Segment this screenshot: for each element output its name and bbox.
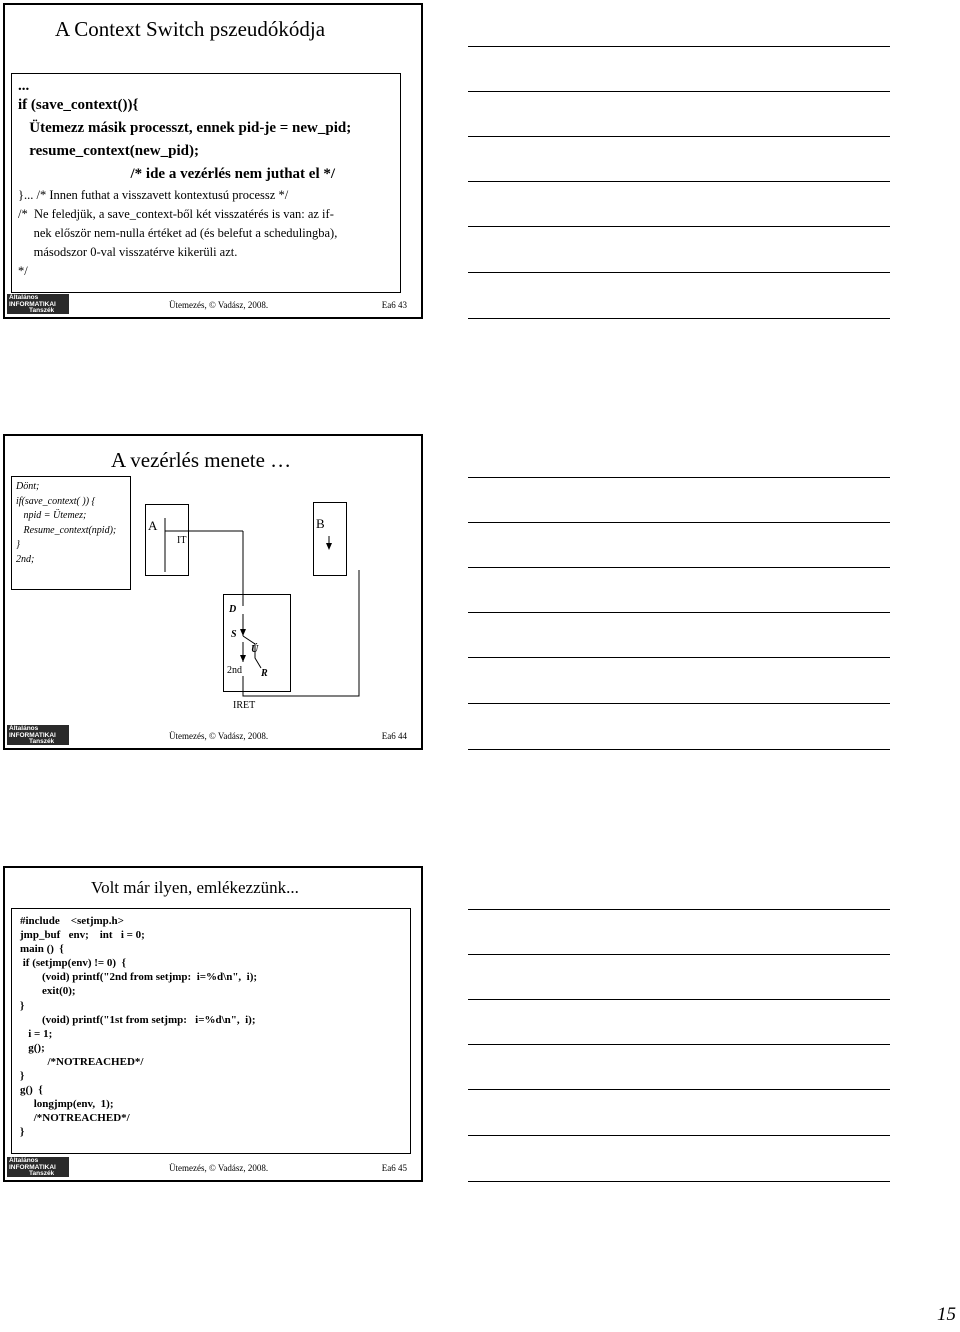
comment-line: nek először nem-nulla értéket ad (és belefut a schedulingba), xyxy=(18,226,338,240)
arrow-head-icon xyxy=(240,655,246,662)
code-line: /* ide a vezérlés nem juthat el */ xyxy=(18,166,336,182)
slide-title: A Context Switch pszeudókódja xyxy=(55,17,326,41)
credit-text: Ütemezés, © Vadász, 2008. xyxy=(169,731,269,741)
department-logo: Általános INFORMATIKAI Tanszék xyxy=(7,294,69,314)
second-label: 2nd xyxy=(227,665,242,676)
code-line: if (save_context()){ xyxy=(18,97,139,113)
slide-45 xyxy=(3,866,423,1182)
credit-text: Ütemezés, © Vadász, 2008. xyxy=(169,1163,269,1173)
slide-44 xyxy=(3,434,423,750)
schedule-label: Ü xyxy=(251,644,259,655)
interrupt-label: IT xyxy=(177,535,187,546)
code-line: resume_context(new_pid); xyxy=(18,143,199,159)
notes-lines-3 xyxy=(468,909,890,1189)
comment-line: */ xyxy=(18,264,28,278)
flow-code-box: Dönt; if(save_context( )) { npid = Ütemez; Resume_context(npid); } 2nd; xyxy=(11,476,131,590)
credit-text: Ütemezés, © Vadász, 2008. xyxy=(169,300,269,310)
slide-43 xyxy=(3,3,423,319)
department-logo: Általános INFORMATIKAI Tanszék xyxy=(7,1157,69,1177)
code-line: Ütemezz másik processzt, ennek pid-je = new_pid; xyxy=(18,120,352,136)
process-b-label: B xyxy=(316,516,325,531)
decide-label: D xyxy=(229,604,237,615)
slide-footer xyxy=(5,1154,421,1178)
slide-number: Ea6 44 xyxy=(381,731,407,741)
slide-title: A vezérlés menete … xyxy=(111,448,292,472)
slide-number: Ea6 43 xyxy=(381,300,407,310)
save-label: S xyxy=(231,629,237,640)
slide-number: Ea6 45 xyxy=(381,1163,407,1173)
setjmp-code: #include <setjmp.h> jmp_buf env; int i = 0; main () { if (setjmp(env) != 0) { (void) printf("2nd from setjmp: i=%d\n", i); exit(0); } (void) printf("1st from setjmp: i=%d\n", i); i = 1; g(); /*NOTREACHED*/ } g() { longjmp(env, 1); /*NOTREACHED*/ } xyxy=(20,915,258,1139)
arrow-head-icon xyxy=(326,543,332,550)
comment-line: másodszor 0-val visszatérve kikerüli azt. xyxy=(18,245,238,259)
department-logo: Általános INFORMATIKAI Tanszék xyxy=(7,725,69,745)
resume-label: R xyxy=(261,668,268,679)
comment-line: }... /* Innen futhat a visszavett kontextusú processz */ xyxy=(18,188,289,202)
slide-footer xyxy=(5,722,421,746)
slide-footer xyxy=(5,291,421,315)
comment-line: /* Ne feledjük, a save_context-ből két visszatérés is van: az if- xyxy=(18,207,334,221)
iret-label: IRET xyxy=(233,700,256,711)
notes-lines-1 xyxy=(468,46,890,326)
setjmp-code-box xyxy=(11,908,411,1154)
arrow-head-icon xyxy=(240,629,246,636)
slide-title: Volt már ilyen, emlékezzünk... xyxy=(91,878,299,897)
process-a-label: A xyxy=(148,518,158,533)
control-flow-arrows xyxy=(5,436,425,736)
page-number: 15 xyxy=(937,1304,956,1325)
notes-lines-2 xyxy=(468,477,890,757)
pseudocode-box xyxy=(11,73,401,293)
code-line: ... xyxy=(18,78,30,94)
